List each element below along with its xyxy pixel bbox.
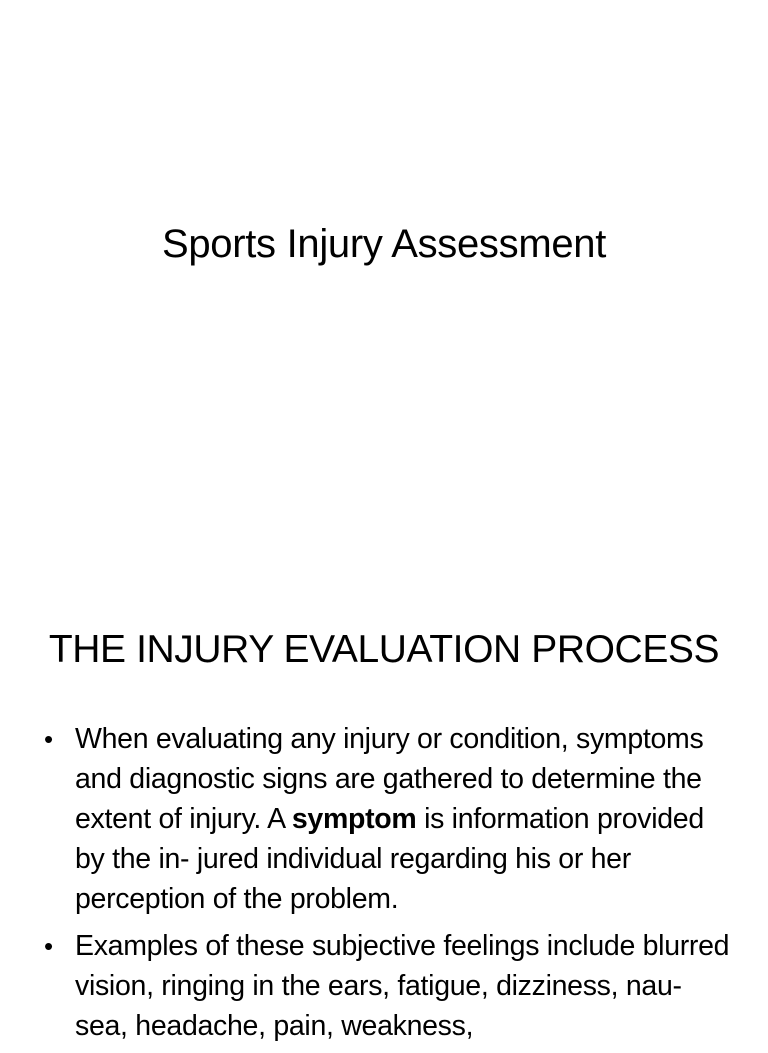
bullet-text-bold: symptom (291, 803, 417, 835)
bullet-text-before: When evaluating any injury or condition, symptoms and diagnostic signs are gathered to determine the extent of injury. A (75, 723, 704, 835)
slide-injury-evaluation (0, 576, 768, 1042)
slide-heading: THE INJURY EVALUATION PROCESS (48, 628, 720, 671)
bullet-list (44, 719, 738, 1053)
presentation-title: Sports Injury Assessment (161, 222, 607, 266)
bullet-text-after: is information provided by the in- jured individual regarding his or her perception of the problem. (75, 803, 704, 915)
bullet-item-subjective-examples (44, 926, 738, 1046)
bullet-dot-icon: • (44, 931, 53, 961)
bullet-text-before: Examples of these subjective feelings include blurred vision, ringing in the ears, fatigue, dizziness, nau- sea, headache, pain, weakness, (75, 930, 730, 1042)
bullet-dot-icon: • (44, 724, 53, 754)
bullet-item-symptom-definition (44, 719, 738, 919)
